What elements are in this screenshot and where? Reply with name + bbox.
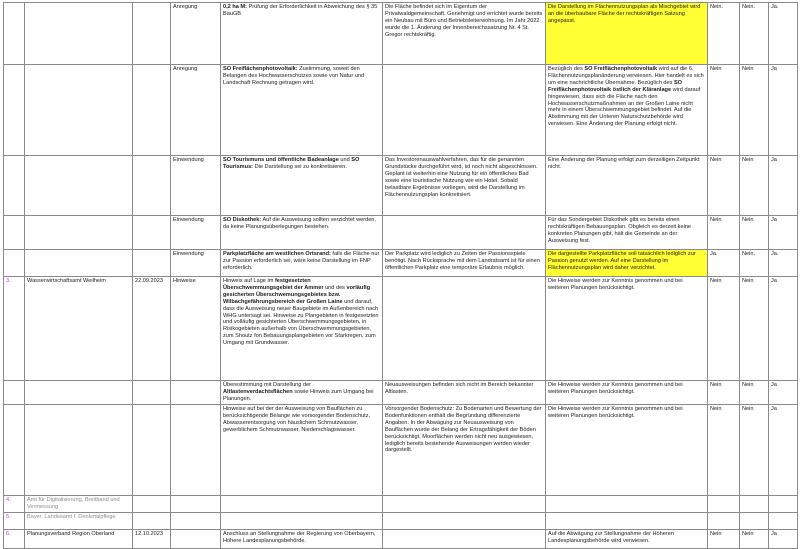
row-number	[4, 216, 25, 250]
content-cell: Hinweis auf Lage im festgesetzten Überschwemmungsgebiet der Ammer und des vorläufig gesicherten Überschwemungsgebietes bzw. Wilbachgefährungsbereich der Großen Laine und darauf, dass die Ausweisung neuer Baugebiete im Außenbereich nach WHG untersagt sei. Hinweise zu Plangebieten in festgesetzten und volläufig gesichterten Überschwemmungsgebieten, in Risikogebieten außerhalb von Überschwemmungsgebieten, zum Shoutz fon Bebauungsplangebieten vor Starkregen, zum Umgang mit Grundwasser.	[221, 277, 383, 381]
type-cell	[171, 405, 221, 496]
response-cell	[383, 65, 546, 156]
table-row	[4, 496, 798, 513]
row-number	[4, 156, 25, 216]
table-row	[4, 381, 798, 405]
change-cell	[708, 496, 740, 513]
response-cell	[383, 496, 546, 513]
check-cell: Nein	[740, 65, 769, 156]
type-cell: Einwendung	[171, 216, 221, 250]
content-cell: Überestimmung mit Darstellung der Altlastenverdachtsflächen sowie Hinweis zum Umgang bei Planungen.	[221, 381, 383, 405]
content-cell: SO Tourismuns und öffentliche Badeanlage und SO Tourismus: Die Darstellung sei zu konkretisieren.	[221, 156, 383, 216]
authority-cell	[25, 65, 133, 156]
date-cell	[133, 216, 171, 250]
date-cell	[133, 381, 171, 405]
authority-cell	[25, 250, 133, 277]
change-cell: Nein	[708, 405, 740, 496]
authority-cell	[25, 216, 133, 250]
change-cell: Nein	[708, 277, 740, 381]
authority-cell	[25, 405, 133, 496]
change-cell: Nein	[708, 381, 740, 405]
row-number	[4, 3, 25, 65]
type-cell	[171, 381, 221, 405]
check-cell: Nein	[740, 530, 769, 549]
content-cell: 0,2 ha M: Prüfung der Erforderlichkeit in Abweichung des § 35 BauGB	[221, 3, 383, 65]
decision-cell: Eine Änderung der Planung erfolgt zum derzeitigen Zeitpunkt nicht.	[546, 156, 708, 216]
type-cell: Hinweise	[171, 277, 221, 381]
row-number: 5.	[4, 513, 25, 530]
change-cell: Nein.	[708, 3, 740, 65]
result-cell: Ja.	[769, 3, 798, 65]
response-cell: Das Investorenauswahlverfahren, das für die genannten Grundstücke durchgeführt wird, ist noch nicht abgeschlossen. Geplant ist weiterhin eine Nutzung für ein öffentliches Bad sowie eine touristische Nutzung wie ein Hotel. Sobald belastbare Ergebnisse vorliegen, wird die Darstellung im Flächennutzungsplan konkretisiert.	[383, 156, 546, 216]
table-row	[4, 277, 798, 381]
check-cell: Nein	[740, 381, 769, 405]
authority-cell	[25, 381, 133, 405]
response-cell	[383, 513, 546, 530]
result-cell: Ja	[769, 277, 798, 381]
row-number: 6.	[4, 530, 25, 549]
type-cell: Anregung	[171, 65, 221, 156]
table-row	[4, 156, 798, 216]
check-cell: Nein	[740, 156, 769, 216]
check-cell: Nein	[740, 405, 769, 496]
table-row	[4, 250, 798, 277]
content-cell: Hinweise auf bei der der Ausweisung von Bauflächen zu berücksichtigende Belange wie vorsorgender Bodenschutz, Abwasserentsorgung von häuslichem Schmutzwasser, gewerblichem Schmutzwasser, Niederschlagswasser.	[221, 405, 383, 496]
authority-cell	[25, 3, 133, 65]
response-cell: Neuausweisungen befinden sich nicht im Bereich bekannter Altlasten.	[383, 381, 546, 405]
decision-cell: Bezüglich des SO Freiflächenphotovoltaik wird auf die 6. Flächennutzungsplanänderung verwiesen. Hier handelt es sich um eine nachrichtliche Übernahme. Bezüglich des SO Freiflächenphotovoltaik östlich der Kläranlage wird darauf hingewiesen, dass sich die Fläche nach den Hochwasserschutzmaßnahmen an der Großen Laine nicht mehr in einem Überschwemmungsgebiet befindet. Auf die Abstimmung mit der Unteren Naturschutzbehörde wird verwiesen. Eine Änderung der Planung erfolgt nicht.	[546, 65, 708, 156]
table-row	[4, 65, 798, 156]
date-cell: 22.09.2023	[133, 277, 171, 381]
response-cell	[383, 277, 546, 381]
content-cell: Parkplatzfläche am westlichen Ortsrand: falls die Fläche nur zur Passion erforderlich sei, wäre keine Darstellung im FNP erforderlich.	[221, 250, 383, 277]
check-cell	[740, 513, 769, 530]
change-cell: Nein	[708, 530, 740, 549]
decision-cell: Die Hinweise werden zur Kenntnis genommen und bei weiteren Planungen berücksichtigt.	[546, 405, 708, 496]
decision-cell: Die Hinweise werden zur Kenntnis genommen und bei weiteren Planungen berücksichtigt.	[546, 381, 708, 405]
authority-cell: Planungsverband Region Oberland	[25, 530, 133, 549]
type-cell	[171, 530, 221, 549]
type-cell: Einwendung	[171, 250, 221, 277]
date-cell: 12.10.2023	[133, 530, 171, 549]
result-cell	[769, 513, 798, 530]
result-cell: Ja.	[769, 250, 798, 277]
change-cell: Nein	[708, 216, 740, 250]
check-cell: Nein.	[740, 250, 769, 277]
result-cell: Ja	[769, 530, 798, 549]
result-cell: Ja	[769, 156, 798, 216]
date-cell	[133, 65, 171, 156]
content-cell: SO Freiflächenphotovoltaik: Zustimmung, soweit den Belangen des Hochwasserschutzes sowie von Natur und Landschaft Rechnung getragen wird.	[221, 65, 383, 156]
row-number	[4, 405, 25, 496]
date-cell	[133, 496, 171, 513]
table-row	[4, 216, 798, 250]
row-number	[4, 250, 25, 277]
type-cell: Anregung	[171, 3, 221, 65]
result-cell: Ja	[769, 405, 798, 496]
response-cell	[383, 530, 546, 549]
result-cell: Ja	[769, 381, 798, 405]
table-row	[4, 3, 798, 65]
type-cell: Einwendung	[171, 156, 221, 216]
response-cell: Der Parkplatz wird lediglich zu Zeiten der Passionsspiele benötigt. Nach Rücksprache mit dem Landratsamt ist für einen öffentlichen Parkplatz eine temporäre Erlaubnis möglich.	[383, 250, 546, 277]
change-cell: Nein	[708, 156, 740, 216]
decision-cell: Auf die Abwägung zur Stellungnahme der Höheren Landesplanungsbehörde wird verwiesen.	[546, 530, 708, 549]
content-cell: Anschluss an Stellungnahme der Regierung von Oberbayern, Höhere Landesplanungsbehörde.	[221, 530, 383, 549]
check-cell: Nein	[740, 277, 769, 381]
result-cell: Ja	[769, 216, 798, 250]
table-row	[4, 513, 798, 530]
response-cell	[383, 216, 546, 250]
table-body	[4, 3, 798, 549]
authority-cell	[25, 156, 133, 216]
content-cell	[221, 513, 383, 530]
decision-cell	[546, 496, 708, 513]
date-cell	[133, 250, 171, 277]
date-cell	[133, 513, 171, 530]
row-number: 3.	[4, 277, 25, 381]
decision-cell: Die Darstellung im Flächennutzungsplan als Mischgebiet wird an die überbaubare Fläche der rechtskräftigen Satzung angepasst.	[546, 3, 708, 65]
authority-cell: Amt für Digitalisierung, Breitband und Vermessung	[25, 496, 133, 513]
result-cell	[769, 496, 798, 513]
row-number	[4, 381, 25, 405]
consideration-table	[3, 2, 798, 549]
table-row	[4, 530, 798, 549]
decision-cell: Die Hinweise werden zur Kenntnis genommen und bei weiteren Planungen berücksichtigt.	[546, 277, 708, 381]
date-cell	[133, 405, 171, 496]
content-cell	[221, 496, 383, 513]
authority-cell: Wasserwirtschaftsamt Weilheim	[25, 277, 133, 381]
result-cell: Ja	[769, 65, 798, 156]
check-cell	[740, 496, 769, 513]
date-cell	[133, 156, 171, 216]
response-cell: Die Fläche befindet sich im Eigentum der Privatwaldgemeinschaft. Genehmigt und errichtet wurde bereits ein Neubau mit Büro und Betriebsleiterwohnung. Im Jahr 2022 wurde die 1. Änderung der Innenbereichssatzung Nr. 4 St. Gregor rechtskräftig.	[383, 3, 546, 65]
row-number	[4, 65, 25, 156]
change-cell: Nein	[708, 65, 740, 156]
decision-cell	[546, 513, 708, 530]
decision-cell: Die dargestellte Parkplatzfläche soll tatsächlich lediglich zur Passion genutzt werden. Auf eine Darstellung im Flächennutzungsplan wird daher verzichtet.	[546, 250, 708, 277]
response-cell: Vorsorgender Bodenschutz: Zu Bodenarten und Bewertung der Bodenfunktionen enthält die Begründung differenzierte Angaben. In der Abwägung zur Neuausweisung von Bauflächen wurde der Belang der Ertragsfähigkeit der Böden berücksichtigt. Moorflächen werden nicht neu ausgewiesen, lediglich bereits bestehende Ausweisungen werden wieder dargestellt.	[383, 405, 546, 496]
check-cell: Nein	[740, 216, 769, 250]
change-cell: Ja.	[708, 250, 740, 277]
change-cell	[708, 513, 740, 530]
date-cell	[133, 3, 171, 65]
content-cell: SO Diskothek: Auf die Ausweisung sollten verzichtet werden, da keine Planungsüberlegungen bestehen.	[221, 216, 383, 250]
type-cell	[171, 513, 221, 530]
table-row	[4, 405, 798, 496]
check-cell: Nein.	[740, 3, 769, 65]
decision-cell: Für das Sondergebiet Diskothek gibt es bereits einen rechtskräftigen Bebauungsplan. Obgleich es derzeit keine konkreten Planungen gibt, hält die Gemeinde an der Ausweisung fest.	[546, 216, 708, 250]
row-number: 4.	[4, 496, 25, 513]
type-cell	[171, 496, 221, 513]
authority-cell: Bayer. Landesamt f. Denkmalpflege	[25, 513, 133, 530]
